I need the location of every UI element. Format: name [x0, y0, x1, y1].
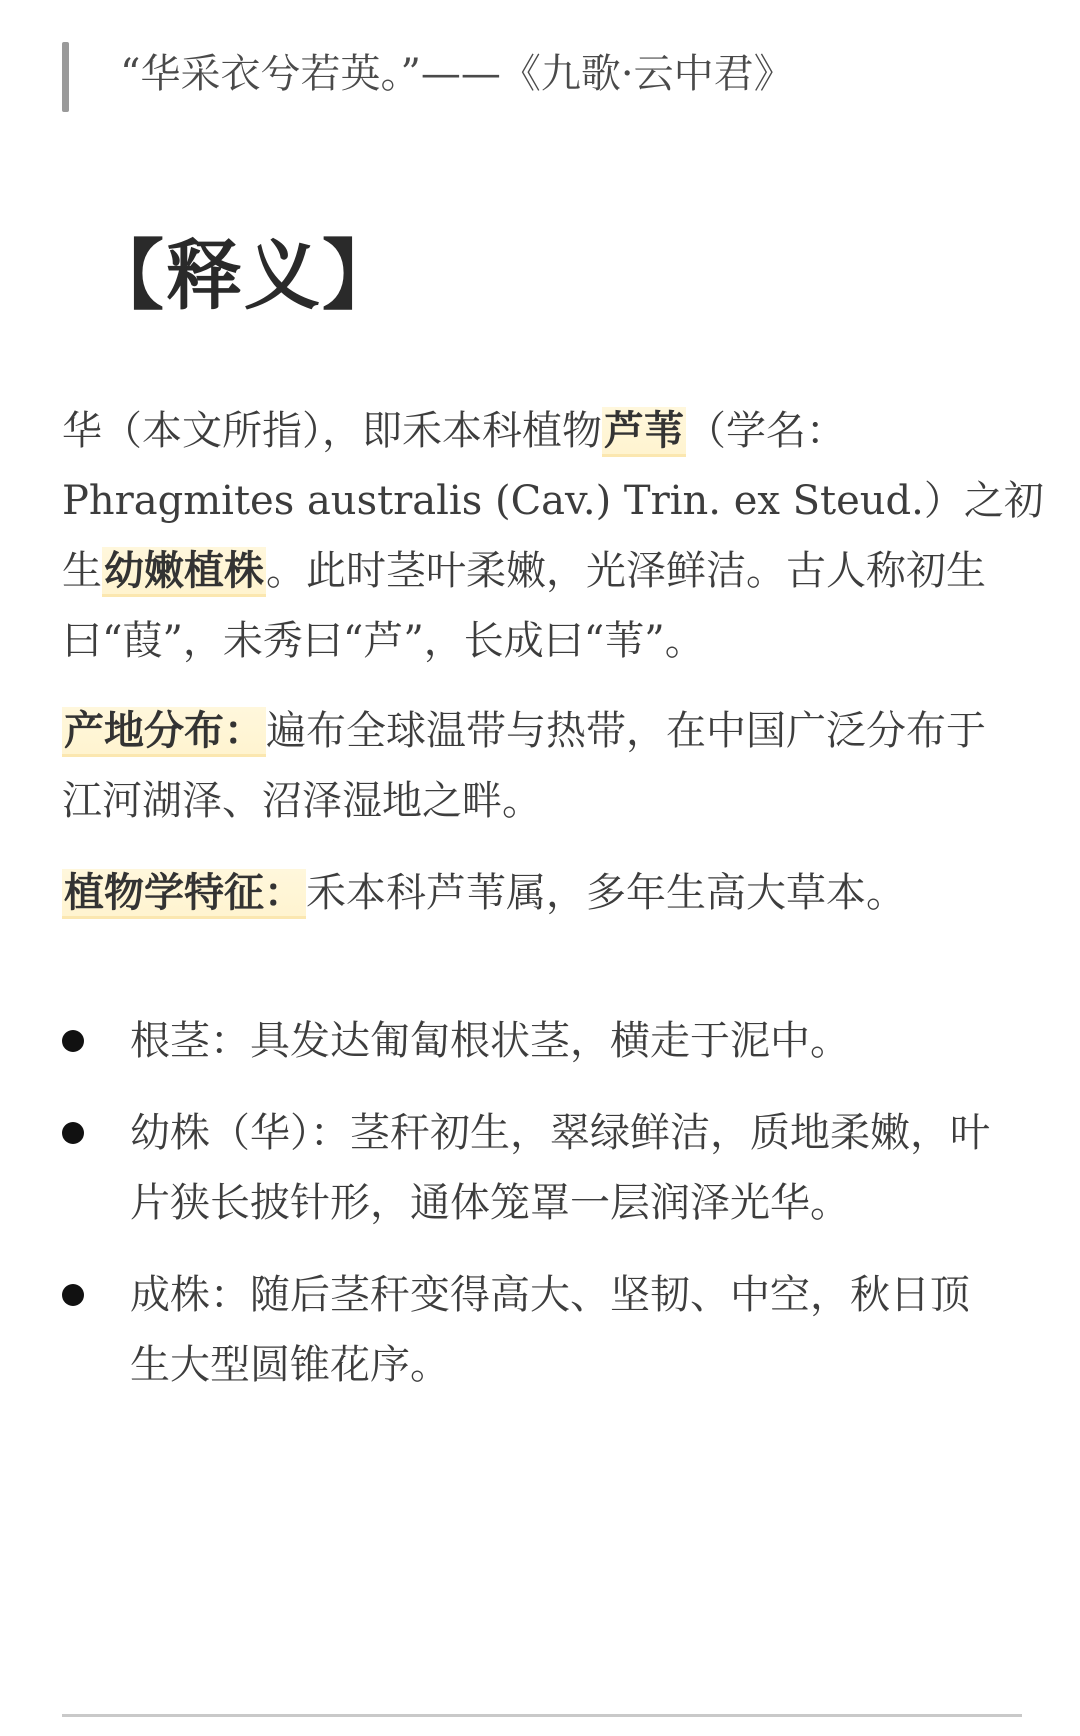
- distribution-label: 产地分布：: [62, 707, 266, 757]
- bullet-icon: [62, 1030, 84, 1052]
- text-span: 遍布全球温带与热带，在中国广泛分布于: [266, 708, 986, 754]
- distribution-paragraph: [62, 696, 1022, 836]
- highlight-young-plant: 幼嫩植株: [102, 547, 266, 597]
- definition-paragraph: [62, 396, 1044, 676]
- text-span: （学名：: [686, 408, 846, 454]
- list-item: [62, 1006, 1022, 1076]
- definition-line-1: [62, 396, 1022, 466]
- definition-line-2: Phragmites australis (Cav.) Trin. ex Steud.）之初: [62, 478, 1044, 524]
- botany-paragraph: [62, 858, 1022, 928]
- list-item-line: 根茎：具发达匍匐根状茎，横走于泥中。: [130, 1018, 850, 1064]
- definition-line-3: [62, 536, 1022, 606]
- bottom-divider: [62, 1714, 1022, 1717]
- list-item-line: 片狭长披针形，通体笼罩一层润泽光华。: [130, 1180, 850, 1226]
- text-span: 生: [62, 548, 102, 594]
- section-heading: 【释义】: [88, 231, 400, 320]
- feature-list: [62, 1006, 1022, 1422]
- quote-bar: [62, 42, 69, 112]
- bullet-icon: [62, 1122, 84, 1144]
- quote-text: “华采衣兮若英。”——《九歌·云中君》: [120, 51, 794, 97]
- text-span: 。此时茎叶柔嫩，光泽鲜洁。古人称初生: [266, 548, 986, 594]
- epigraph-quote: [62, 40, 1002, 114]
- list-item-line: 成株：随后茎秆变得高大、坚韧、中空，秋日顶: [130, 1272, 970, 1318]
- list-item: [62, 1098, 1022, 1238]
- list-item-line: 幼株（华）：茎秆初生，翠绿鲜洁，质地柔嫩，叶: [130, 1110, 990, 1156]
- botany-label: 植物学特征：: [62, 869, 306, 919]
- definition-line-4: 曰“葭”，未秀曰“芦”，长成曰“苇”。: [62, 618, 705, 664]
- text-span: 华（本文所指），即禾本科植物: [62, 408, 602, 454]
- text-span: 禾本科芦苇属，多年生高大草本。: [306, 870, 906, 916]
- list-item-line: 生大型圆锥花序。: [130, 1342, 450, 1388]
- botany-line: [62, 858, 1022, 928]
- distribution-line-1: [62, 696, 1022, 766]
- highlight-reed: 芦苇: [602, 407, 686, 457]
- distribution-line-2: 江河湖泽、沼泽湿地之畔。: [62, 778, 542, 824]
- list-item: [62, 1260, 1022, 1400]
- bullet-icon: [62, 1284, 84, 1306]
